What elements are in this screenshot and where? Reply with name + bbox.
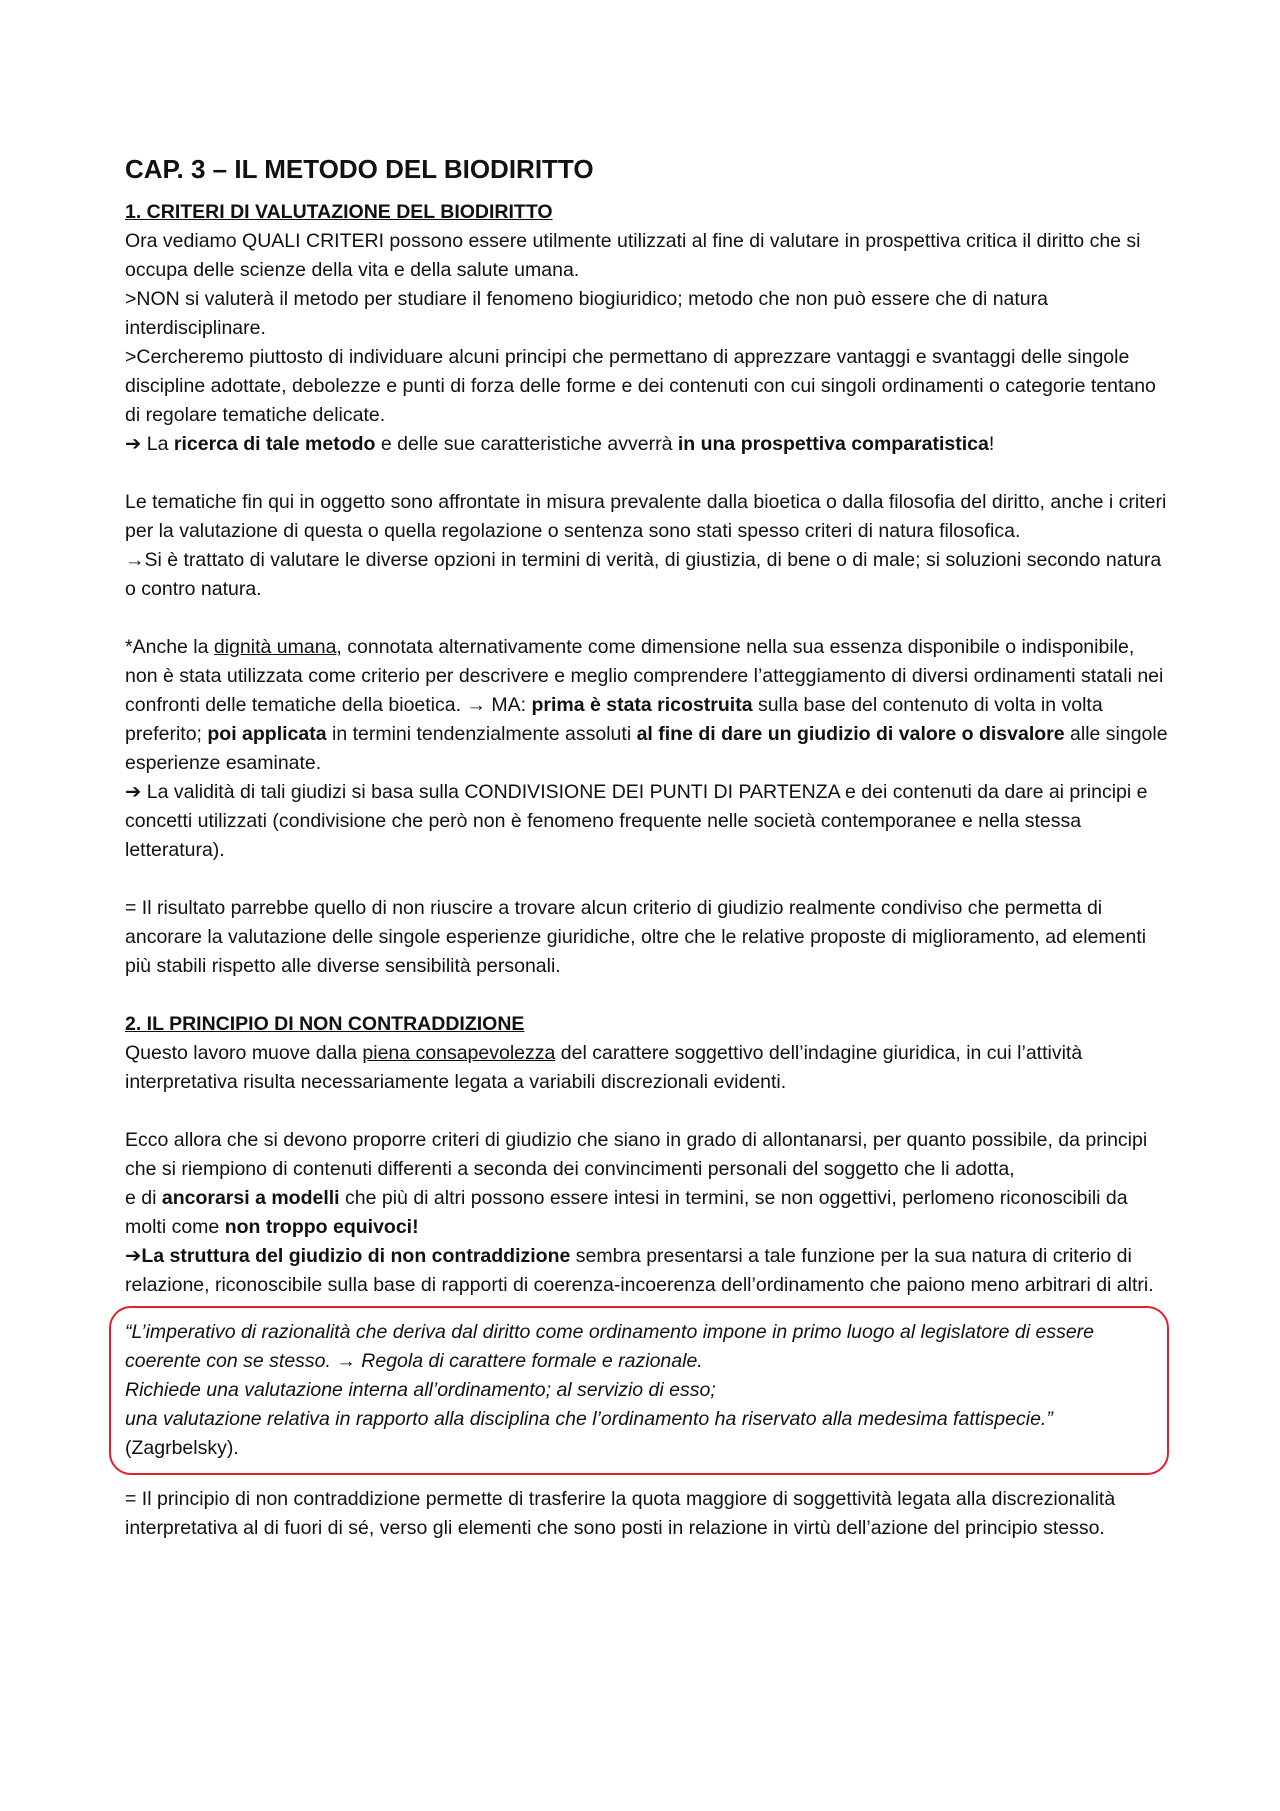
page-title: CAP. 3 – IL METODO DEL BIODIRITTO	[125, 154, 594, 184]
section-2-paragraph: e di ancorarsi a modelli che più di altri possono essere intesi in termini, se non oggettivi, perlomeno riconoscibili da molti come non troppo equivoci!	[125, 1187, 1128, 1238]
section-1-paragraph: ➔ La validità di tali giudizi si basa sulla CONDIVISIONE DEI PUNTI DI PARTENZA e dei contenuti da dare ai principi e concetti utilizzati (condivisione che però non è fenomeno frequente nelle società contemporanee e nella stessa letteratura).	[125, 781, 1148, 861]
section-1-paragraph: Ora vediamo QUALI CRITERI possono essere utilmente utilizzati al fine di valutare in prospettiva critica il diritto che si occupa delle scienze della vita e della salute umana.	[125, 230, 1141, 281]
section-1-paragraph: ➔ La ricerca di tale metodo e delle sue caratteristiche avverrà in una prospettiva comparatistica!	[125, 433, 995, 455]
section-2-paragraph: Questo lavoro muove dalla piena consapevolezza del carattere soggettivo dell’indagine giuridica, in cui l’attività interpretativa risulta necessariamente legata a variabili discrezionali evidenti.	[125, 1042, 1083, 1093]
quote-line: “L’imperativo di razionalità che deriva dal diritto come ordinamento impone in primo luogo al legislatore di essere coerente con se stesso. → Regola di carattere formale e razionale.	[125, 1321, 1095, 1372]
section-2-heading: 2. IL PRINCIPIO DI NON CONTRADDIZIONE	[125, 1013, 525, 1035]
section-1-paragraph: Le tematiche fin qui in oggetto sono affrontate in misura prevalente dalla bioetica o dalla filosofia del diritto, anche i criteri per la valutazione di questa o quella regolazione o sentenza sono stati spesso criteri di natura filosofica.	[125, 491, 1167, 542]
section-1-heading: 1. CRITERI DI VALUTAZIONE DEL BIODIRITTO	[125, 201, 553, 223]
section-1-paragraph: *Anche la dignità umana, connotata alternativamente come dimensione nella sua essenza disponibile o indisponibile, non è stata utilizzata come criterio per descrivere e meglio comprendere l’atteggiamento di diversi ordinamenti statali nei confronti delle tematiche della bioetica. → MA: prima è stata ricostruita sulla base del contenuto di volta in volta preferito; poi applicata in termini tendenzialmente assoluti al fine di dare un giudizio di valore o disvalore alle singole esperienze esaminate.	[125, 636, 1168, 774]
section-1-paragraph: →Si è trattato di valutare le diverse opzioni in termini di verità, di giustizia, di bene o di male; si soluzioni secondo natura o contro natura.	[125, 549, 1162, 600]
arrow-icon: ➔	[125, 433, 142, 455]
section-2-paragraph: Ecco allora che si devono proporre criteri di giudizio che siano in grado di allontanarsi, per quanto possibile, da principi che si riempiono di contenuti differenti a seconda dei convincimenti personali del soggetto che li adotta,	[125, 1129, 1148, 1180]
section-2-paragraph: = Il principio di non contraddizione permette di trasferire la quota maggiore di soggettività legata alla discrezionalità interpretativa al di fuori di sé, verso gli elementi che sono posti in relazione in virtù dell’azione del principio stesso.	[125, 1488, 1116, 1539]
highlighted-quote-box	[109, 1306, 1169, 1475]
section-1-paragraph: >Cercheremo piuttosto di individuare alcuni principi che permettano di apprezzare vantaggi e svantaggi delle singole discipline adottate, debolezze e punti di forza delle forme e dei contenuti con cui singoli ordinamenti o categorie tentano di regolare tematiche delicate.	[125, 346, 1156, 426]
quote-line: Richiede una valutazione interna all’ordinamento; al servizio di esso;	[125, 1379, 716, 1401]
arrow-icon: ➔	[125, 781, 142, 803]
section-1-paragraph: = Il risultato parrebbe quello di non riuscire a trovare alcun criterio di giudizio realmente condiviso che permetta di ancorare la valutazione delle singole esperienze giuridiche, oltre che le relative proposte di miglioramento, ad elementi più stabili rispetto alle diverse sensibilità personali.	[125, 897, 1147, 977]
section-1-paragraph: >NON si valuterà il metodo per studiare il fenomeno biogiuridico; metodo che non può essere che di natura interdisciplinare.	[125, 288, 1048, 339]
arrow-icon: ➔	[125, 1245, 142, 1267]
quote-author: (Zagrbelsky).	[125, 1437, 239, 1459]
section-2-paragraph: ➔La struttura del giudizio di non contraddizione sembra presentarsi a tale funzione per la sua natura di criterio di relazione, riconoscibile sulla base di rapporti di coerenza-incoerenza dell’ordinamento che paiono meno arbitrari di altri.	[125, 1245, 1154, 1296]
quote-line: una valutazione relativa in rapporto alla disciplina che l’ordinamento ha riservato alla medesima fattispecie.” (Zagrbelsky).	[125, 1408, 1053, 1459]
